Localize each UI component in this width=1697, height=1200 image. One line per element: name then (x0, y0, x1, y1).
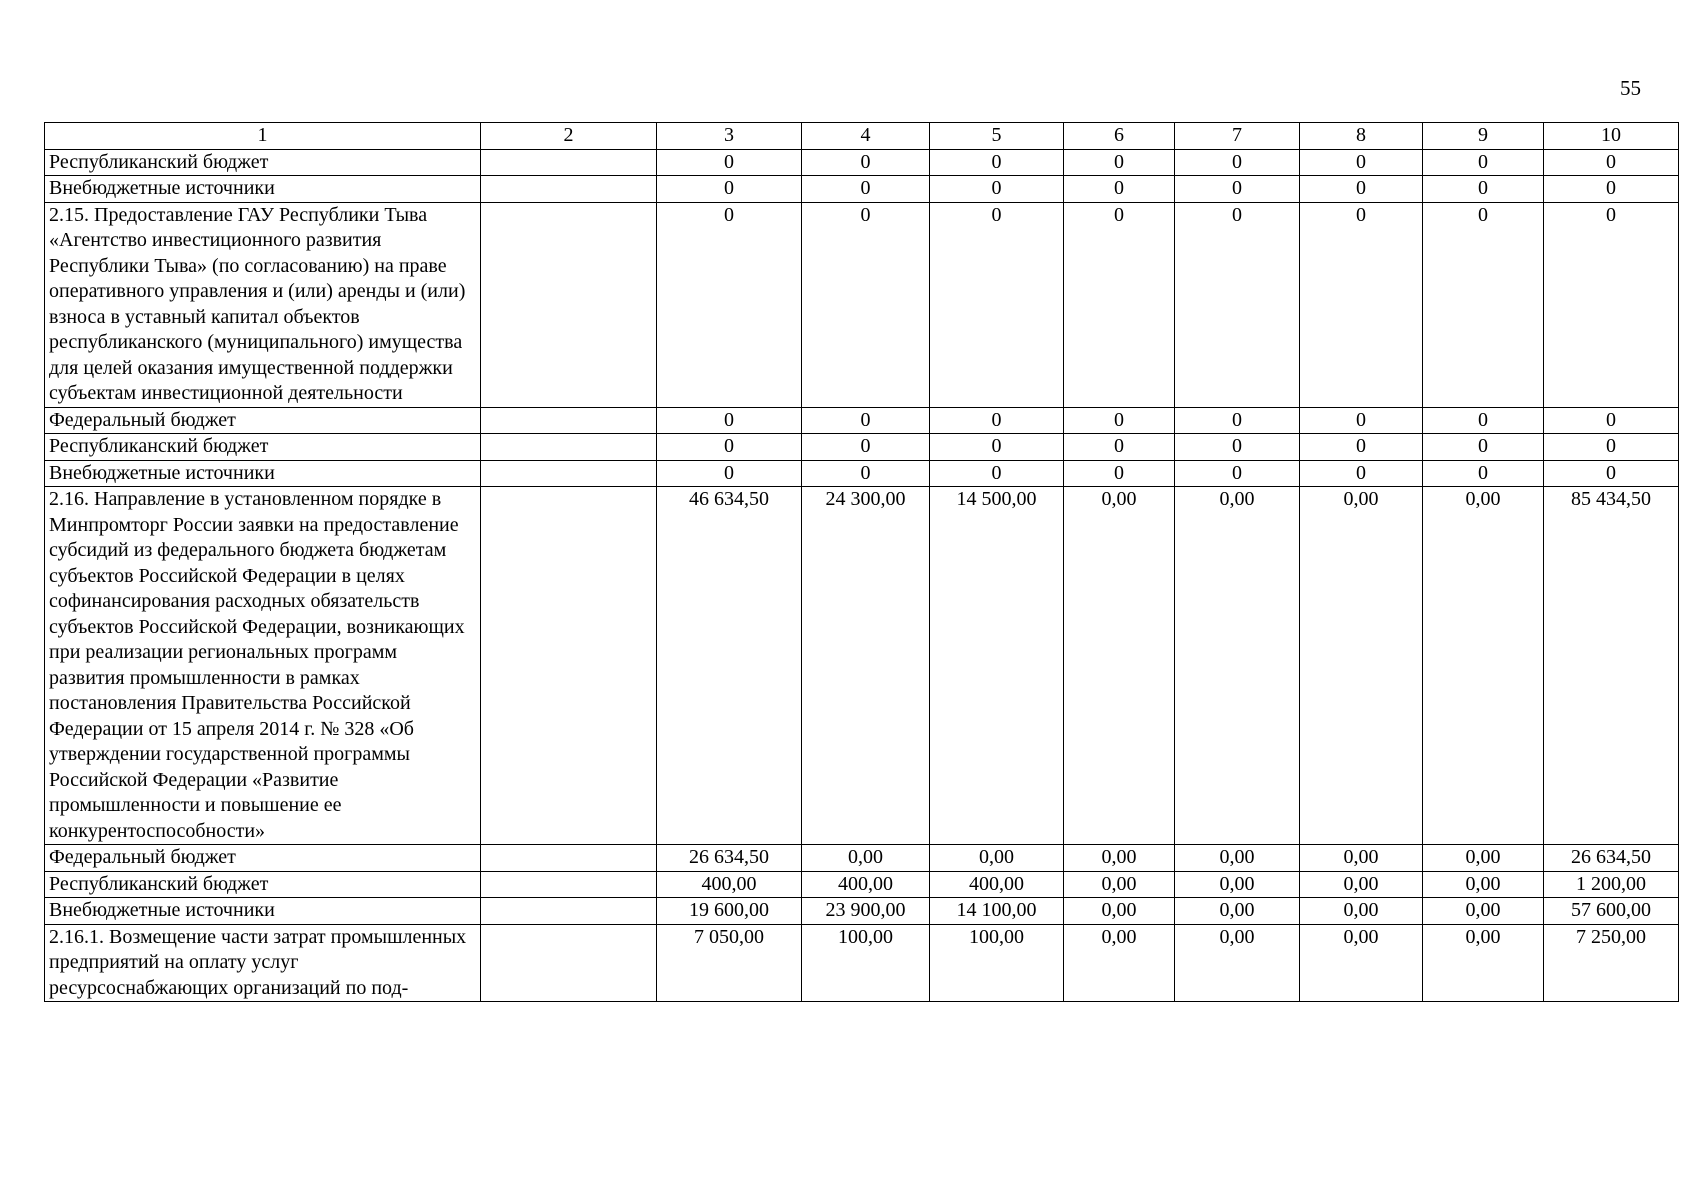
value-cell: 26 634,50 (657, 845, 802, 872)
row-label: 2.16. Направление в установленном порядке в Минпромторг России заявки на предоставление субсидий из федерального бюджета бюджетам субъектов Российской Федерации в целях софинансирования расходных обязательств субъектов Российской Федерации, возникающих при реализации региональных программ развития промышленности в рамках постановления Правительства Российской Федерации от 15 апреля 2014 г. № 328 «Об утверждении государственной программы Российской Федерации «Развитие промышленности и повышение ее конкурентоспособности» (45, 487, 481, 845)
value-cell: 0 (1544, 460, 1679, 487)
value-cell: 0,00 (802, 845, 930, 872)
value-cell: 26 634,50 (1544, 845, 1679, 872)
value-cell: 0,00 (1175, 924, 1300, 1002)
value-cell: 0 (1300, 434, 1423, 461)
header-cell: 3 (657, 123, 802, 150)
table-row (45, 149, 1679, 176)
value-cell: 0 (1175, 176, 1300, 203)
value-cell: 0,00 (1064, 487, 1175, 845)
value-cell: 57 600,00 (1544, 898, 1679, 925)
value-cell: 0 (802, 176, 930, 203)
value-cell: 0,00 (1423, 898, 1544, 925)
responsible-cell (481, 434, 657, 461)
header-cell: 5 (930, 123, 1064, 150)
value-cell: 0,00 (1423, 487, 1544, 845)
value-cell: 0 (1300, 202, 1423, 407)
value-cell: 100,00 (930, 924, 1064, 1002)
value-cell: 0 (802, 407, 930, 434)
value-cell: 19 600,00 (657, 898, 802, 925)
table-row (45, 898, 1679, 925)
budget-table (44, 122, 1679, 1002)
value-cell: 0,00 (1064, 924, 1175, 1002)
row-label: Внебюджетные источники (45, 176, 481, 203)
value-cell: 0,00 (1175, 845, 1300, 872)
responsible-cell (481, 924, 657, 1002)
value-cell: 0 (930, 202, 1064, 407)
value-cell: 7 050,00 (657, 924, 802, 1002)
header-cell: 10 (1544, 123, 1679, 150)
value-cell: 7 250,00 (1544, 924, 1679, 1002)
value-cell: 1 200,00 (1544, 871, 1679, 898)
value-cell: 400,00 (802, 871, 930, 898)
header-row (45, 123, 1679, 150)
value-cell: 14 500,00 (930, 487, 1064, 845)
value-cell: 0 (1064, 407, 1175, 434)
value-cell: 0 (1175, 407, 1300, 434)
row-label: 2.15. Предоставление ГАУ Республики Тыва «Агентство инвестиционного развития Республики Тыва» (по согласованию) на праве оперативного управления и (или) аренды и (или) взноса в уставный капитал объектов республиканского (муниципального) имущества для целей оказания имущественной поддержки субъектам инвестиционной деятельности (45, 202, 481, 407)
row-label: 2.16.1. Возмещение части затрат промышленных предприятий на оплату услуг ресурсоснабжающих организаций по под- (45, 924, 481, 1002)
header-cell: 6 (1064, 123, 1175, 150)
table-row (45, 871, 1679, 898)
value-cell: 0,00 (1175, 898, 1300, 925)
value-cell: 0 (657, 407, 802, 434)
responsible-cell (481, 845, 657, 872)
value-cell: 0 (930, 434, 1064, 461)
value-cell: 0,00 (1064, 871, 1175, 898)
table-row (45, 202, 1679, 407)
responsible-cell (481, 202, 657, 407)
value-cell: 0,00 (1175, 487, 1300, 845)
value-cell: 0,00 (1300, 487, 1423, 845)
table-body (45, 149, 1679, 1002)
value-cell: 0 (1064, 460, 1175, 487)
value-cell: 0 (1544, 202, 1679, 407)
value-cell: 0,00 (1300, 898, 1423, 925)
table-row (45, 924, 1679, 1002)
table-row (45, 487, 1679, 845)
value-cell: 0,00 (1423, 871, 1544, 898)
table-row (45, 434, 1679, 461)
value-cell: 0 (1064, 202, 1175, 407)
value-cell: 0 (930, 176, 1064, 203)
value-cell: 0,00 (1300, 845, 1423, 872)
value-cell: 0 (930, 149, 1064, 176)
value-cell: 100,00 (802, 924, 930, 1002)
value-cell: 0 (1423, 202, 1544, 407)
row-label: Внебюджетные источники (45, 460, 481, 487)
value-cell: 0,00 (1300, 924, 1423, 1002)
row-label: Республиканский бюджет (45, 149, 481, 176)
table-row (45, 845, 1679, 872)
header-cell: 7 (1175, 123, 1300, 150)
row-label: Республиканский бюджет (45, 434, 481, 461)
header-cell: 1 (45, 123, 481, 150)
value-cell: 0,00 (1064, 898, 1175, 925)
responsible-cell (481, 487, 657, 845)
row-label: Федеральный бюджет (45, 407, 481, 434)
value-cell: 0 (1300, 407, 1423, 434)
value-cell: 0 (1175, 460, 1300, 487)
header-cell: 9 (1423, 123, 1544, 150)
value-cell: 24 300,00 (802, 487, 930, 845)
value-cell: 400,00 (657, 871, 802, 898)
value-cell: 0 (1300, 149, 1423, 176)
value-cell: 0 (1423, 407, 1544, 434)
value-cell: 23 900,00 (802, 898, 930, 925)
value-cell: 0 (1300, 176, 1423, 203)
value-cell: 0 (930, 460, 1064, 487)
row-label: Внебюджетные источники (45, 898, 481, 925)
value-cell: 0,00 (930, 845, 1064, 872)
value-cell: 0 (802, 149, 930, 176)
header-cell: 4 (802, 123, 930, 150)
value-cell: 0,00 (1175, 871, 1300, 898)
value-cell: 85 434,50 (1544, 487, 1679, 845)
value-cell: 0 (657, 434, 802, 461)
value-cell: 0 (802, 202, 930, 407)
value-cell: 0 (1175, 149, 1300, 176)
responsible-cell (481, 898, 657, 925)
responsible-cell (481, 407, 657, 434)
value-cell: 0 (1544, 149, 1679, 176)
value-cell: 0,00 (1423, 845, 1544, 872)
value-cell: 0 (1544, 176, 1679, 203)
value-cell: 0 (1064, 149, 1175, 176)
value-cell: 0 (1423, 434, 1544, 461)
table-row (45, 407, 1679, 434)
responsible-cell (481, 460, 657, 487)
value-cell: 0 (657, 460, 802, 487)
value-cell: 0 (1064, 434, 1175, 461)
value-cell: 0 (1544, 434, 1679, 461)
value-cell: 0 (1544, 407, 1679, 434)
value-cell: 0,00 (1064, 845, 1175, 872)
value-cell: 0,00 (1300, 871, 1423, 898)
responsible-cell (481, 176, 657, 203)
responsible-cell (481, 871, 657, 898)
value-cell: 14 100,00 (930, 898, 1064, 925)
value-cell: 0 (1175, 434, 1300, 461)
value-cell: 0 (657, 149, 802, 176)
value-cell: 0 (930, 407, 1064, 434)
value-cell: 0 (802, 460, 930, 487)
value-cell: 0 (1423, 149, 1544, 176)
value-cell: 400,00 (930, 871, 1064, 898)
value-cell: 0 (1423, 460, 1544, 487)
value-cell: 0 (657, 176, 802, 203)
responsible-cell (481, 149, 657, 176)
row-label: Республиканский бюджет (45, 871, 481, 898)
table-row (45, 460, 1679, 487)
value-cell: 0 (1300, 460, 1423, 487)
value-cell: 0 (1175, 202, 1300, 407)
value-cell: 0 (657, 202, 802, 407)
value-cell: 0,00 (1423, 924, 1544, 1002)
header-cell: 8 (1300, 123, 1423, 150)
header-cell: 2 (481, 123, 657, 150)
table-row (45, 176, 1679, 203)
value-cell: 0 (1064, 176, 1175, 203)
row-label: Федеральный бюджет (45, 845, 481, 872)
value-cell: 0 (1423, 176, 1544, 203)
page-number: 55 (1620, 76, 1641, 100)
value-cell: 46 634,50 (657, 487, 802, 845)
value-cell: 0 (802, 434, 930, 461)
